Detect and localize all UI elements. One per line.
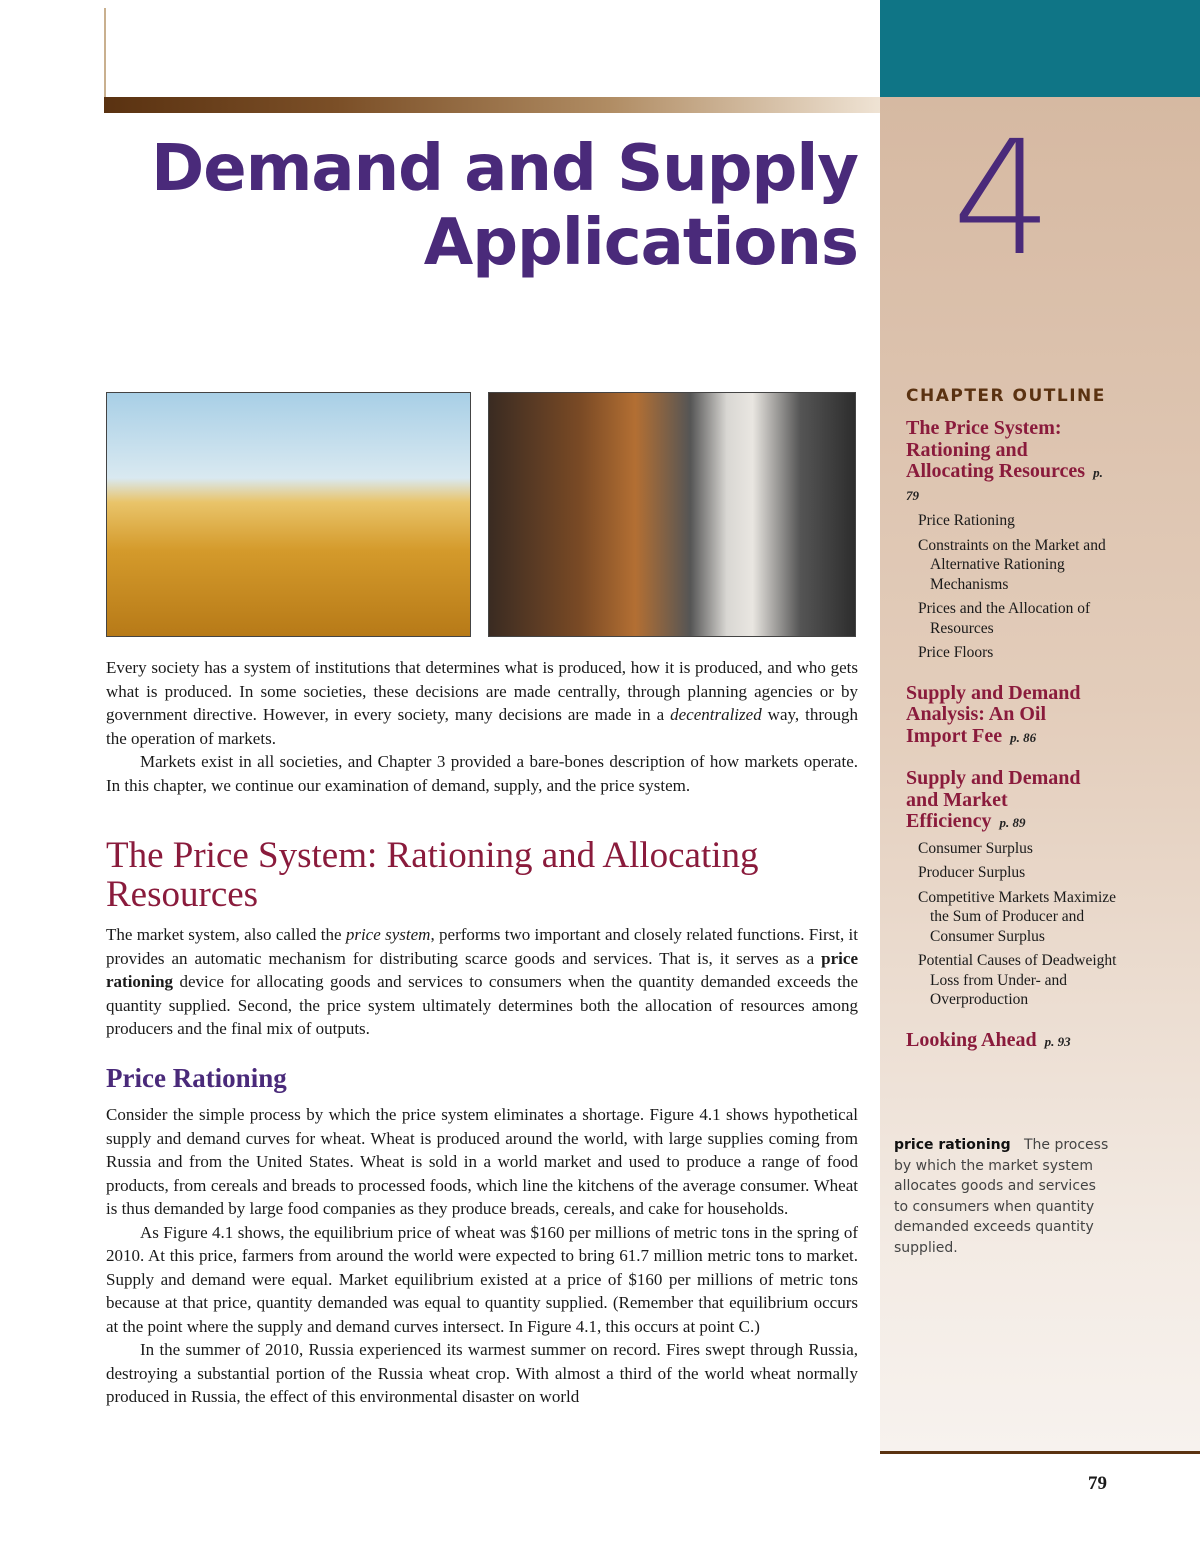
outline-subitem: Price Rationing (918, 512, 1015, 529)
outline-page: p. 89 (999, 815, 1026, 830)
key-term: price rationing (106, 948, 858, 991)
outline-page: p. 86 (1010, 729, 1037, 745)
section-text (106, 923, 858, 1041)
intro-text (106, 656, 858, 797)
text: , performs two important and closely related functions. First, it provides an automatic mechanism for distributing scarce goods and services. That is, it serves as a (106, 925, 858, 968)
outline-section (906, 1030, 1186, 1053)
header-gradient-bar (104, 97, 880, 113)
outline-subitem: Producer Surplus (918, 864, 1026, 881)
outline-section (906, 418, 1111, 506)
text: way, through the operation of markets. (106, 705, 858, 748)
outline-section-title: Supply and Demand and Market Efficiency (906, 767, 1081, 832)
teal-corner-block (880, 0, 1200, 97)
outline-section (906, 768, 1111, 834)
outline-subitem: Prices and the Allocation of Resources (918, 600, 1091, 637)
glossary-definition: The process by which the market system allocates goods and services to consumers when quantity demanded exceeds quantity supplied. (894, 1137, 1109, 1256)
outline-title: CHAPTER OUTLINE (906, 386, 1106, 406)
outline-page: p. 93 (1044, 1033, 1071, 1049)
outline-section-title: Looking Ahead (906, 1028, 1037, 1051)
wheat-photo (106, 392, 471, 637)
outline-subitem: Potential Causes of Deadweight Loss from Under- and Overproduction (918, 952, 1117, 1008)
outline-subitem: Consumer Surplus (918, 839, 1033, 857)
emphasis: decentralized (670, 705, 762, 724)
baker-photo (488, 392, 856, 637)
text: The market system, also called the (106, 925, 346, 944)
page-number: 79 (1088, 1473, 1107, 1494)
margin-glossary (894, 1135, 1114, 1258)
chapter-title (151, 132, 858, 280)
subsection-text (106, 1103, 858, 1409)
emphasis: price system (345, 925, 431, 944)
chapter-number: 4 (952, 107, 1053, 291)
outline-subitem: Competitive Markets Maximize the Sum of Producer and Consumer Surplus (918, 888, 1117, 945)
intro-paragraph-1 (106, 656, 858, 750)
intro-paragraph-2: Markets exist in all societies, and Chapter 3 provided a bare-bones description of how markets operate. In this chapter, we continue our examination of demand, supply, and the price system. (106, 752, 858, 795)
title-line-2: Applications (423, 206, 858, 280)
paragraph: Consider the simple process by which the price system eliminates a shortage. Figure 4.1 shows hypothetical supply and demand curves for wheat. Wheat is produced around the world, with large supplies coming from Russia and from the United States. Wheat is sold in a world market and used to produce a range of food products, from cereals and breads to processed foods, which line the kitchens of the average consumer. Wheat is thus demanded by large food companies as they produce breads, cereals, and cake for households. (106, 1105, 858, 1218)
title-line-1: Demand and Supply (151, 132, 858, 206)
paragraph: In the summer of 2010, Russia experienced its warmest summer on record. Fires swept through Russia, destroying a substantial portion of the Russia wheat crop. With almost a third of the world wheat normally produced in Russia, the effect of this environmental disaster on world (106, 1340, 858, 1406)
paragraph: As Figure 4.1 shows, the equilibrium price of wheat was $160 per millions of metric tons in the spring of 2010. At this price, farmers from around the world were expected to bring 61.7 million metric tons to market. Supply and demand were equal. Market equilibrium existed at a price of $160 per millions of metric tons because at that price, quantity demanded was equal to quantity supplied. (Remember that equilibrium occurs at the point where the supply and demand curves intersect. In Figure 4.1, this occurs at point C.) (106, 1222, 858, 1336)
footer-rule (880, 1451, 1200, 1454)
outline-section (906, 683, 1111, 749)
outline-subitem: Constraints on the Market and Alternative Rationing Mechanisms (918, 536, 1106, 593)
text: device for allocating goods and services to consumers when the quantity demanded exceeds the quantity supplied. Second, the price system ultimately determines both the allocation of resources among producers and the final mix of outputs. (106, 972, 858, 1038)
outline-section-title: The Price System: Rationing and Allocating Resources (906, 417, 1086, 482)
outline-subitem: Price Floors (918, 644, 994, 661)
chapter-outline (906, 386, 1196, 1052)
glossary-term: price rationing (894, 1137, 1011, 1153)
subsection-heading: Price Rationing (106, 1063, 287, 1093)
outline-page: p. 79 (906, 465, 1103, 503)
section-heading: The Price System: Rationing and Allocating Resources (106, 835, 759, 915)
section-paragraph (106, 923, 858, 1041)
outline-section-title: Supply and Demand Analysis: An Oil Import Fee (906, 681, 1081, 747)
text: Every society has a system of institutions that determines what is produced, how it is produced, and who gets what is produced. In some societies, these decisions are made centrally, through planning agencies or by government directive. However, in every society, many decisions are made in a (106, 658, 858, 724)
divider-vertical (104, 8, 106, 98)
